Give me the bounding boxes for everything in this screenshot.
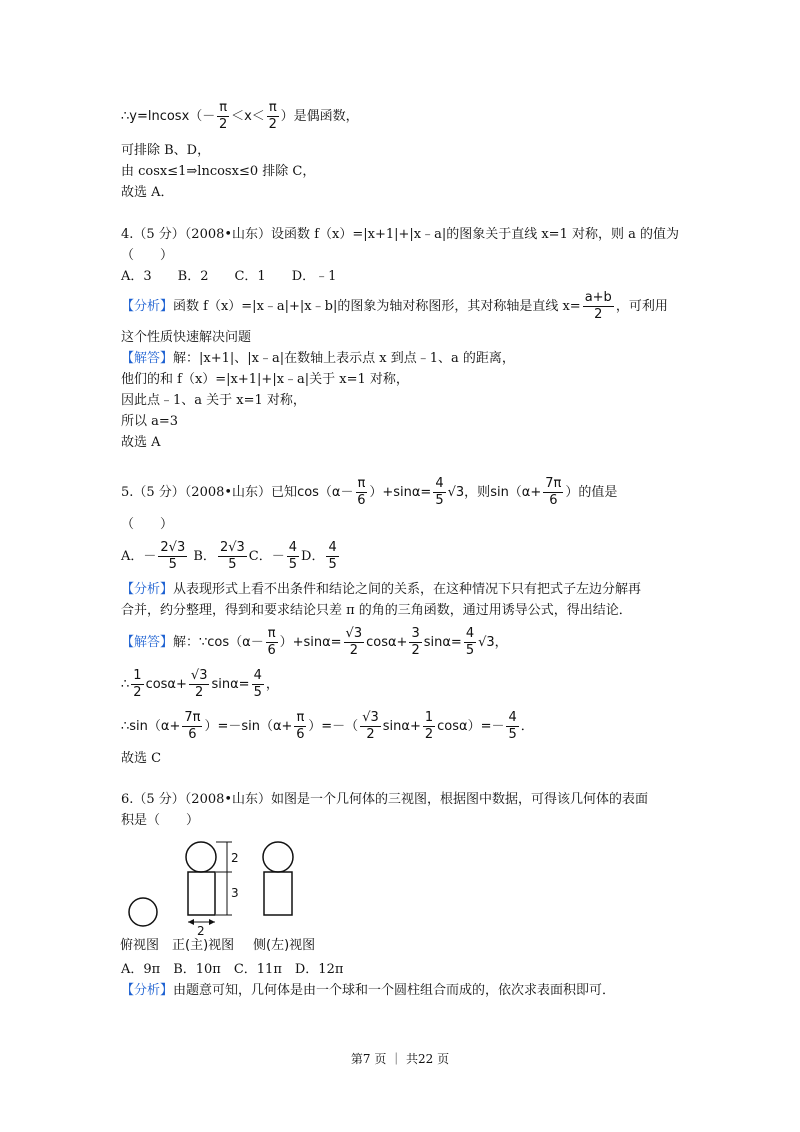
- dim-width-label: 2: [197, 924, 205, 938]
- fraction: $\frac{\pi}{2}$: [219, 100, 228, 132]
- analysis-tag: 【分析】: [121, 299, 174, 314]
- answer-tag: 【解答】: [121, 351, 174, 366]
- dim-height-label: 3: [231, 886, 239, 900]
- fraction: $\frac{\pi}{6}$: [267, 626, 276, 658]
- q6-options: A．9π B．10π C．11π D．12π: [121, 962, 344, 977]
- fraction: $\frac{7\pi}{6}$: [184, 710, 201, 742]
- q5-answer-line-3: ∴sin（α+ $\frac{7\pi}{6}$ ）=－sin（α+ $\frac{\pi}{6}$ ）=－（ $\frac{√3}{2}$ sinα+ $\frac{1}{2}$ cosα）=－ $\frac{4}{5}$ ．: [121, 710, 534, 742]
- side-view-cylinder: [264, 872, 292, 915]
- q4-answer-line-4: 所以 a=3: [121, 414, 179, 429]
- arrow-right-icon: [209, 919, 215, 925]
- prev-answer-line-1: ∴y=lncosx（－ $\frac{\pi}{2}$ ＜x＜ $\frac{\pi}{2}$ ）是偶函数，: [121, 100, 359, 132]
- prev-answer-line-4: 故选 A．: [121, 185, 174, 200]
- q6-stem: 6.（5 分）（2008•山东）如图是一个几何体的三视图，根据图中数据，可得该几何体的表面: [121, 792, 649, 807]
- fraction: $\frac{a+b}{2}$: [584, 290, 612, 322]
- q5-answer-line-2: ∴ $\frac{1}{2}$ cosα+ $\frac{√3}{2}$ sinα= $\frac{4}{5}$ ，: [121, 668, 279, 700]
- q5-options: A．－ $\frac{2√3}{5}$ B． $\frac{2√3}{5}$ C．－ $\frac{4}{5}$ D． $\frac{4}{5}$: [121, 540, 337, 572]
- q6-stem-line-2: 积是（ ）: [121, 813, 200, 828]
- fraction: $\frac{\pi}{6}$: [296, 710, 305, 742]
- q5-answer-line-1: 【解答】解：∵cos（α－ $\frac{\pi}{6}$ ）+sinα= $\frac{√3}{2}$ cosα+ $\frac{3}{2}$ sinα= $\frac{4}{5}$ √3，: [121, 626, 508, 658]
- q5-paren: （ ）: [121, 517, 174, 532]
- fraction: $\frac{√3}{2}$: [345, 626, 363, 658]
- q4-paren: （ ）: [121, 248, 174, 263]
- fraction: $\frac{4}{5}$: [328, 540, 337, 572]
- top-view-label: 俯视图: [120, 938, 160, 953]
- fraction: $\frac{\pi}{2}$: [268, 100, 277, 132]
- fraction: $\frac{4}{5}$: [465, 626, 475, 658]
- fraction: $\frac{√3}{2}$: [362, 710, 379, 742]
- q5-answer-end: 故选 C: [121, 751, 162, 766]
- fraction: $\frac{√3}{2}$: [190, 668, 208, 700]
- front-view-label: 正(主)视图: [172, 938, 235, 953]
- top-view-circle: [129, 898, 157, 926]
- fraction: $\frac{4}{5}$: [435, 476, 444, 508]
- side-view-sphere: [263, 842, 293, 872]
- q5-analysis-line-1: 【分析】从表现形式上看不出条件和结论之间的关系，在这种情况下只有把式子左边分解再: [121, 582, 642, 597]
- analysis-tag: 【分析】: [121, 983, 174, 998]
- fraction: $\frac{1}{2}$: [424, 710, 434, 742]
- fraction: $\frac{\pi}{6}$: [357, 476, 366, 508]
- fraction: $\frac{2√3}{5}$: [219, 540, 245, 572]
- q4-options: A．3 B．2 C．1 D．﹣1: [121, 269, 337, 284]
- front-view-cylinder: [188, 872, 215, 915]
- q4-stem: 4.（5 分）（2008•山东）设函数 f（x）=|x+1|+|x﹣a|的图象关于直线 x=1 对称，则 a 的值为: [121, 227, 679, 242]
- q4-answer-line-5: 故选 A: [121, 435, 161, 450]
- fraction: $\frac{4}{5}$: [508, 710, 517, 742]
- q5-stem: 5.（5 分）（2008•山东）已知cos（α－ $\frac{\pi}{6}$ ）+sinα= $\frac{4}{5}$ √3，则sin（α+ $\frac{7\pi}{6}$ ）的值是: [121, 476, 618, 508]
- q4-answer-line-2: 他们的和 f（x）=|x+1|+|x﹣a|关于 x=1 对称，: [121, 372, 409, 387]
- front-view-sphere: [186, 842, 216, 872]
- fraction: $\frac{4}{5}$: [253, 668, 262, 700]
- arrow-left-icon: [188, 919, 194, 925]
- prev-answer-line-2: 可排除 B、D，: [121, 143, 211, 158]
- fraction: $\frac{1}{2}$: [133, 668, 142, 700]
- page-footer: 第7 页 ｜ 共22 页: [350, 1052, 450, 1066]
- fraction: $\frac{2√3}{5}$: [160, 540, 186, 572]
- q4-answer-line-3: 因此点﹣1、a 关于 x=1 对称，: [121, 393, 306, 408]
- q6-analysis: 【分析】由题意可知，几何体是由一个球和一个圆柱组合而成的，依次求表面积即可．: [121, 983, 616, 998]
- q4-analysis-line-2: 这个性质快速解决问题: [121, 330, 252, 345]
- q4-analysis: 【分析】函数 f（x）=|x﹣a|+|x﹣b|的图象为轴对称图形，其对称轴是直线 x= $\frac{a+b}{2}$ ，可利用: [121, 290, 668, 322]
- fraction: $\frac{7\pi}{6}$: [545, 476, 562, 508]
- fraction: $\frac{4}{5}$: [288, 540, 298, 572]
- q4-answer-line-1: 【解答】解：|x+1|、|x﹣a|在数轴上表示点 x 到点﹣1、a 的距离，: [121, 351, 515, 366]
- q5-analysis-line-2: 合并，约分整理，得到和要求结论只差 π 的角的三角函数，通过用诱导公式，得出结论．: [121, 603, 632, 618]
- prev-answer-line-3: 由 cosx≤1⇒lncosx≤0 排除 C，: [121, 164, 316, 179]
- answer-tag: 【解答】: [121, 635, 174, 650]
- fraction: $\frac{3}{2}$: [411, 626, 420, 658]
- dim-sphere-label: 2: [231, 851, 239, 865]
- side-view-label: 侧(左)视图: [253, 938, 316, 953]
- analysis-tag: 【分析】: [121, 582, 174, 597]
